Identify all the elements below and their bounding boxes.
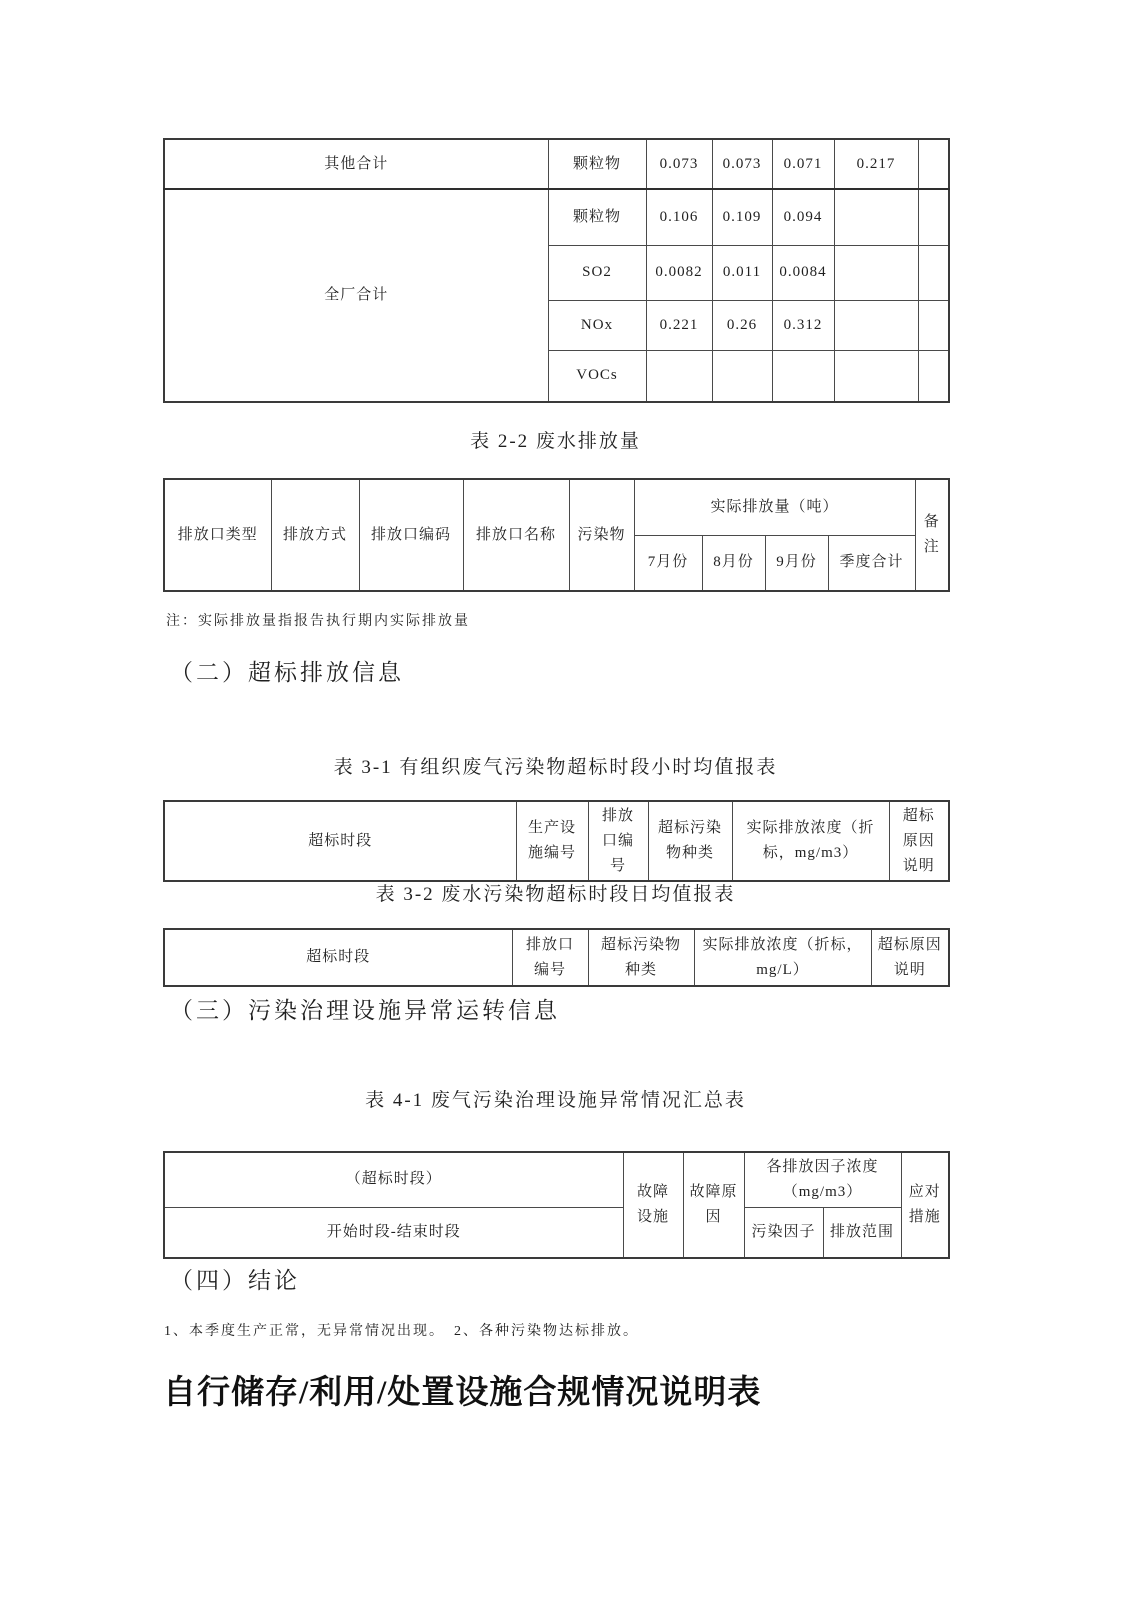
header-month-aug: 8月份 bbox=[702, 535, 765, 591]
remark-cell bbox=[918, 139, 949, 189]
emissions-summary-table bbox=[163, 138, 950, 403]
bottom-page-title: 自行储存/利用/处置设施合规情况说明表 bbox=[163, 1375, 762, 1411]
value-aug-cell bbox=[712, 350, 772, 402]
header-outlet-no: 排放口编号 bbox=[512, 929, 588, 986]
remark-cell bbox=[918, 300, 949, 350]
header-facility-no: 生产设施编号 bbox=[516, 801, 588, 881]
header-outlet-no: 排放口编号 bbox=[588, 801, 648, 881]
value-aug-cell: 0.109 bbox=[712, 189, 772, 245]
value-sep-cell: 0.312 bbox=[772, 300, 834, 350]
header-actual-concentration: 实际排放浓度（折标，mg/L） bbox=[694, 929, 871, 986]
pollutant-cell: SO2 bbox=[548, 245, 646, 300]
gas-exceedance-table bbox=[163, 800, 950, 882]
value-sep-cell: 0.0084 bbox=[772, 245, 834, 300]
header-fault-facility: 故障设施 bbox=[623, 1152, 683, 1258]
table-header-row bbox=[164, 1152, 949, 1207]
remark-cell bbox=[918, 350, 949, 402]
header-period-range: 开始时段-结束时段 bbox=[164, 1207, 623, 1258]
value-quarter-cell: 0.217 bbox=[834, 139, 918, 189]
value-quarter-cell bbox=[834, 300, 918, 350]
table-note: 注：实际排放量指报告执行期内实际排放量 bbox=[166, 614, 470, 629]
header-exceed-reason: 超标原因说明 bbox=[889, 801, 949, 881]
header-discharge-mode: 排放方式 bbox=[271, 479, 359, 591]
table-4-1-title: 表 4-1 废气污染治理设施异常情况汇总表 bbox=[365, 1090, 746, 1111]
row-group-cell: 全厂合计 bbox=[164, 189, 548, 402]
table-row bbox=[164, 189, 949, 245]
pollutant-cell: 颗粒物 bbox=[548, 189, 646, 245]
pollutant-cell: 颗粒物 bbox=[548, 139, 646, 189]
section-heading-3: （三）污染治理设施异常运转信息 bbox=[170, 998, 560, 1023]
header-remark: 备注 bbox=[915, 479, 949, 591]
value-jul-cell: 0.106 bbox=[646, 189, 712, 245]
header-outlet-name: 排放口名称 bbox=[463, 479, 569, 591]
pollutant-cell: NOx bbox=[548, 300, 646, 350]
value-quarter-cell bbox=[834, 350, 918, 402]
header-pollution-factor: 污染因子 bbox=[744, 1207, 823, 1258]
table-3-2-title: 表 3-2 废水污染物超标时段日均值报表 bbox=[375, 884, 736, 905]
header-exceed-pollutant-type: 超标污染物种类 bbox=[588, 929, 694, 986]
section-heading-4: （四）结论 bbox=[170, 1268, 300, 1293]
header-exceed-reason: 超标原因说明 bbox=[871, 929, 949, 986]
header-fault-reason: 故障原因 bbox=[683, 1152, 744, 1258]
header-emission-range: 排放范围 bbox=[823, 1207, 901, 1258]
water-exceedance-table bbox=[163, 928, 950, 987]
row-group-cell: 其他合计 bbox=[164, 139, 548, 189]
value-aug-cell: 0.073 bbox=[712, 139, 772, 189]
abnormal-operation-table bbox=[163, 1151, 950, 1259]
value-aug-cell: 0.26 bbox=[712, 300, 772, 350]
header-exceed-period: 超标时段 bbox=[164, 801, 516, 881]
value-jul-cell: 0.0082 bbox=[646, 245, 712, 300]
table-header-row bbox=[164, 479, 949, 535]
table-header-row bbox=[164, 1207, 949, 1258]
value-jul-cell: 0.073 bbox=[646, 139, 712, 189]
header-factor-concentration: 各排放因子浓度（mg/m3） bbox=[744, 1152, 901, 1207]
wastewater-discharge-table bbox=[163, 478, 950, 592]
value-sep-cell: 0.071 bbox=[772, 139, 834, 189]
pollutant-cell: VOCs bbox=[548, 350, 646, 402]
header-exceed-period: 超标时段 bbox=[164, 929, 512, 986]
table-2-2-title: 表 2-2 废水排放量 bbox=[470, 431, 641, 452]
value-sep-cell bbox=[772, 350, 834, 402]
section-heading-2: （二）超标排放信息 bbox=[170, 660, 404, 685]
header-actual-concentration: 实际排放浓度（折标，mg/m3） bbox=[732, 801, 889, 881]
remark-cell bbox=[918, 189, 949, 245]
value-sep-cell: 0.094 bbox=[772, 189, 834, 245]
table-3-1-title: 表 3-1 有组织废气污染物超标时段小时均值报表 bbox=[333, 757, 778, 778]
header-period-paren: （超标时段） bbox=[164, 1152, 623, 1207]
header-quarter-total: 季度合计 bbox=[828, 535, 915, 591]
header-month-sep: 9月份 bbox=[765, 535, 828, 591]
value-quarter-cell bbox=[834, 245, 918, 300]
value-jul-cell: 0.221 bbox=[646, 300, 712, 350]
conclusion-text: 1、本季度生产正常，无异常情况出现。 2、各种污染物达标排放。 bbox=[164, 1324, 639, 1339]
header-month-jul: 7月份 bbox=[634, 535, 702, 591]
header-outlet-code: 排放口编码 bbox=[359, 479, 463, 591]
table-header-row bbox=[164, 929, 949, 986]
remark-cell bbox=[918, 245, 949, 300]
header-outlet-type: 排放口类型 bbox=[164, 479, 271, 591]
table-header-row bbox=[164, 801, 949, 881]
table-row bbox=[164, 139, 949, 189]
header-exceed-pollutant-type: 超标污染物种类 bbox=[648, 801, 732, 881]
value-jul-cell bbox=[646, 350, 712, 402]
value-quarter-cell bbox=[834, 189, 918, 245]
header-actual-emission: 实际排放量（吨） bbox=[634, 479, 915, 535]
header-pollutant: 污染物 bbox=[569, 479, 634, 591]
value-aug-cell: 0.011 bbox=[712, 245, 772, 300]
header-response-measure: 应对措施 bbox=[901, 1152, 949, 1258]
